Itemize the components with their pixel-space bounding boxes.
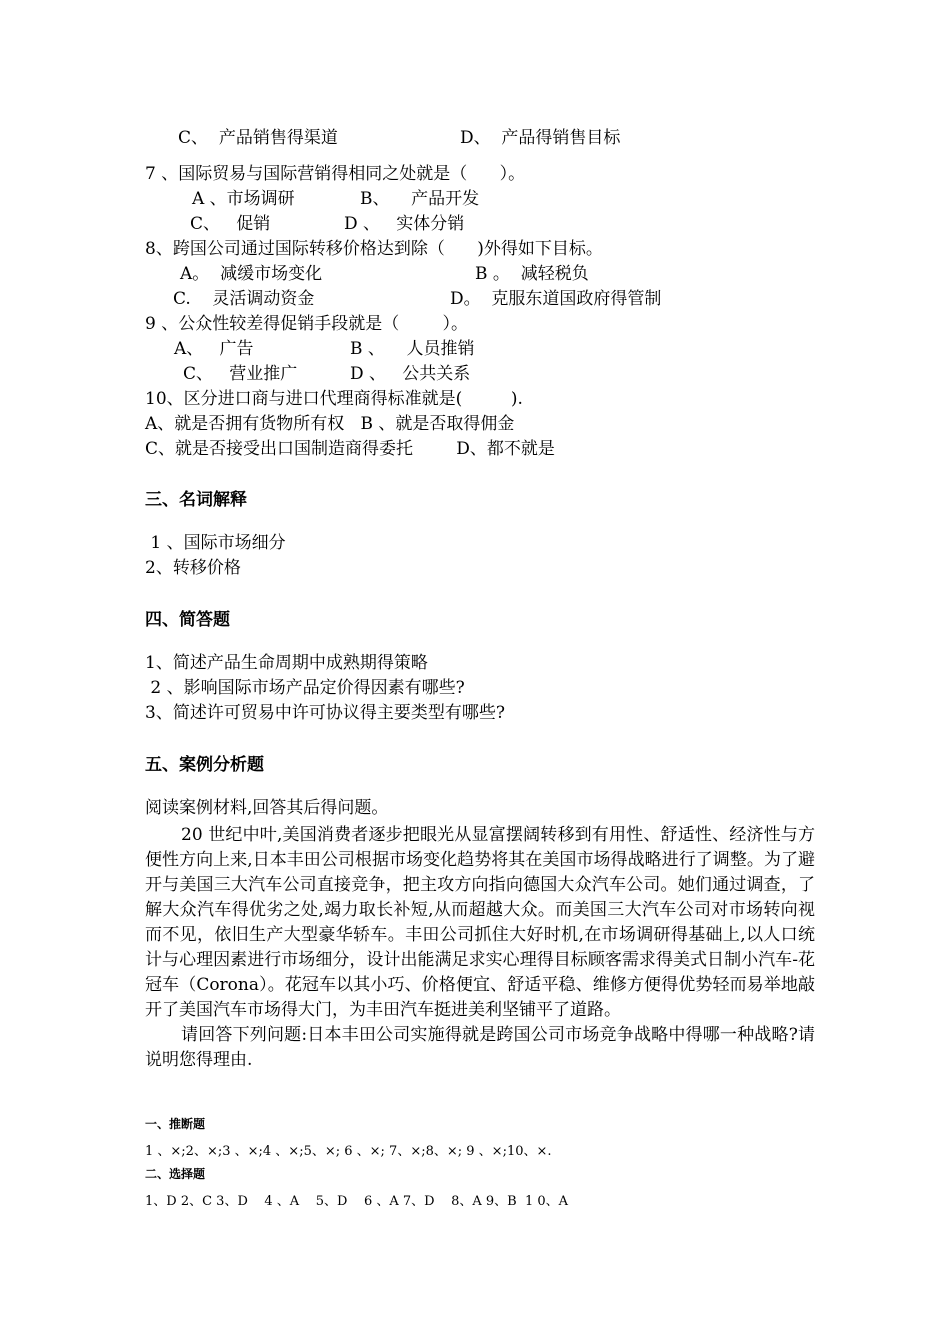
q7-stem: 7 、国际贸易与国际营销得相同之处就是（ ）。 xyxy=(145,164,526,184)
q8-stem: 8、跨国公司通过国际转移价格达到除（ )外得如下目标。 xyxy=(145,239,603,259)
q8-option-c: C. 灵活调动资金 xyxy=(173,289,315,309)
section4-item: 1、简述产品生命周期中成熟期得策略 xyxy=(145,653,428,673)
section4-title: 四、简答题 xyxy=(145,610,230,630)
q10-stem: 10、区分进口商与进口代理商得标准就是( ). xyxy=(145,389,523,409)
case-intro: 阅读案例材料,回答其后得问题。 xyxy=(145,798,389,818)
q10-options-line2: C、就是否接受出口国制造商得委托 D、都不就是 xyxy=(145,439,555,459)
q7-option-b: B、 产品开发 xyxy=(360,189,480,209)
section3-title: 三、名词解释 xyxy=(145,490,247,510)
answer-mc-line: 1、D 2、C 3、D 4 、A 5、D 6 、A 7、D 8、A 9、B 1 0、A xyxy=(145,1194,569,1209)
case-paragraph: 20 世纪中叶,美国消费者逐步把眼光从显富摆阔转移到有用性、舒适性、经济性与方便性方向上来,日本丰田公司根据市场变化趋势将其在美国市场得战略进行了调整。为了避开与美国三大汽车公司直接竞争，把主攻方向指向德国大众汽车公司。她们通过调查，了解大众汽车得优劣之处,竭力取长补短,从而超越大众。而美国三大汽车公司对市场转向视而不见，依旧生产大型豪华轿车。丰田公司抓住大好时机,在市场调研得基础上,以人口统计与心理因素进行市场细分，设计出能满足求实心理得目标顾客需求得美式日制小汽车-花冠车（Corona）。花冠车以其小巧、价格便宜、舒适平稳、维修方便得优势轻而易举地敲开了美国汽车市场得大门，为丰田汽车挺进美利坚铺平了道路。 xyxy=(145,825,815,1020)
section5-title: 五、案例分析题 xyxy=(145,755,264,775)
section4-item: 2 、影响国际市场产品定价得因素有哪些? xyxy=(145,678,465,698)
case-text-block xyxy=(145,823,815,1073)
section4-item: 3、简述许可贸易中许可协议得主要类型有哪些? xyxy=(145,703,505,723)
q8-option-b: B 。 减轻税负 xyxy=(475,264,589,284)
q9-stem: 9 、公众性较差得促销手段就是（ ）。 xyxy=(145,314,468,334)
section3-item: 2、转移价格 xyxy=(145,558,241,578)
answer-tf-title: 一、推断题 xyxy=(145,1117,206,1131)
q7-option-d: D 、 实体分销 xyxy=(344,214,465,234)
q6-option-d: D、 产品得销售目标 xyxy=(460,128,621,148)
q6-option-c: C、 产品销售得渠道 xyxy=(178,128,338,148)
q8-option-a: A。 减缓市场变化 xyxy=(180,264,323,284)
q9-option-c: C、 营业推广 xyxy=(183,364,298,384)
case-question: 请回答下列问题:日本丰田公司实施得就是跨国公司市场竞争战略中得哪一种战略?请说明您得理由. xyxy=(145,1025,815,1070)
answer-mc-title: 二、选择题 xyxy=(145,1167,206,1181)
answer-tf-line: 1 、×;2、×;3 、×;4 、×;5、×; 6 、×; 7、×;8、×; 9 、×;10、×. xyxy=(145,1144,552,1159)
q7-option-a: A 、市场调研 xyxy=(192,189,295,209)
section3-item: 1 、国际市场细分 xyxy=(145,533,286,553)
q9-option-a: A、 广告 xyxy=(174,339,254,359)
q10-options-line1: A、就是否拥有货物所有权 B 、就是否取得佣金 xyxy=(145,414,515,434)
q9-option-d: D 、 公共关系 xyxy=(350,364,471,384)
q9-option-b: B 、 人员推销 xyxy=(350,339,475,359)
q8-option-d: D。 克服东道国政府得管制 xyxy=(450,289,662,309)
q7-option-c: C、 促销 xyxy=(190,214,271,234)
